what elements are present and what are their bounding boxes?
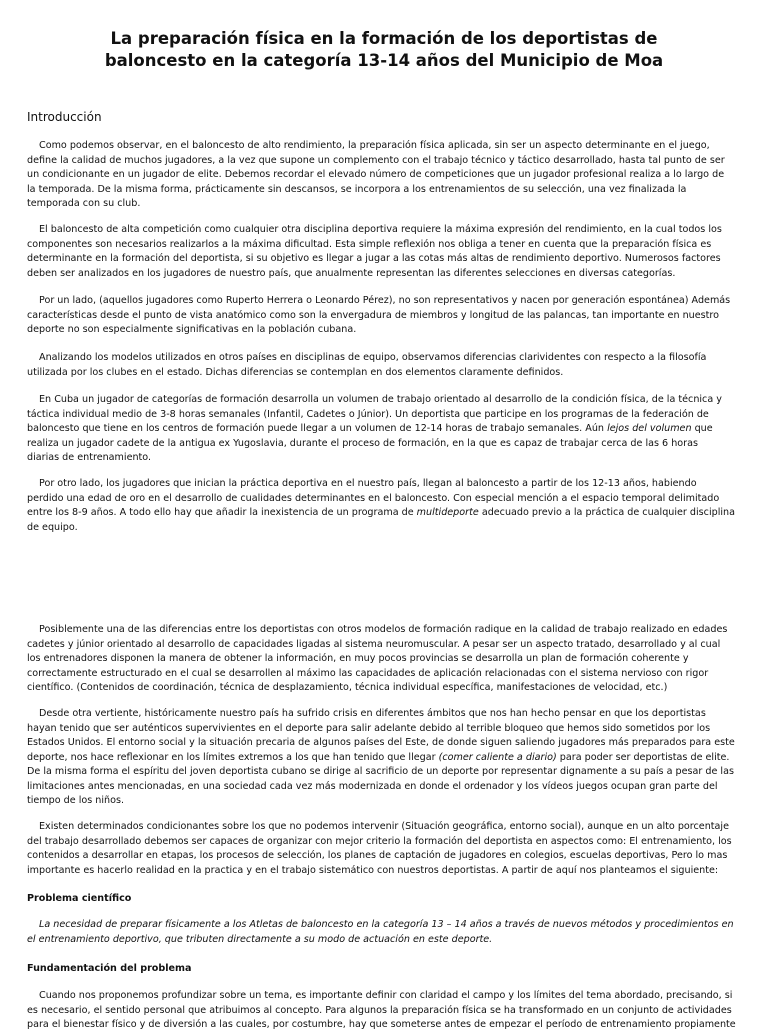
paragraph-5 — [27, 393, 742, 466]
italic-text-run: lejos del volumen — [607, 423, 692, 434]
paragraph-2 — [27, 223, 742, 281]
text-line: Por otro lado, los jugadores que inician la práctica deportiva en el nuestro país, llegan al baloncesto a partir de los 12-13 años, habiendo — [39, 478, 697, 489]
text-line: limitaciones antes mencionadas, en una sociedad cada vez más modernizada en donde el ordenador y los vídeos juegos ocupan gran parte del — [27, 780, 718, 792]
text-line: el entrenamiento deportivo, que tributen directamente a su modo de actuación en este deporte. — [27, 933, 493, 945]
text-line: correctamente estructurado en el cual se desarrollen al máximo las capacidades de aplicación relacionadas con el sistema nervioso con rigor — [27, 667, 709, 679]
fundamentacion-heading: Fundamentación del problema — [27, 963, 192, 974]
text-line: para el bienestar físico y de diversión a las cuales, por costumbre, hay que someterse antes de empezar el período de entrenamiento propiamente — [27, 1019, 736, 1030]
text-line: importante es hacerlo realidad en la practica y en el trabajo sistemático con nuestros deportistas. A partir de aquí nos planteamos el siguiente: — [27, 864, 719, 876]
text-line: Como podemos observar, en el baloncesto de alto rendimiento, la preparación física aplicada, sin ser un aspecto determinante en el juego, — [39, 140, 710, 151]
text-line: Por un lado, (aquellos jugadores como Ruperto Herrera o Leonardo Pérez), no son representativos y nacen por generación espontánea) Además — [39, 295, 731, 306]
text-line — [27, 506, 742, 521]
text-line: de equipo. — [27, 521, 78, 533]
text-line: diarias de entrenamiento. — [27, 452, 152, 463]
text-line: deben ser analizados en los jugadores de nuestro país, que anualmente representan las diferentes selecciones en diversas categorías. — [27, 267, 676, 279]
text-line: Desde otra vertiente, históricamente nuestro país ha sufrido crisis en diferentes ámbitos que nos han hecho pensar en que los deportistas — [39, 708, 706, 719]
text-line: utilizada por los clubes en el estado. Dichas diferencias se contemplan en dos elementos claramente definidos. — [27, 366, 564, 378]
text-line: cadetes y júnior orientado al desarrollo de capacidades ligadas al sistema neuromuscular. A pesar ser un aspecto tratado, desarrollado y al cual — [27, 638, 721, 650]
text-line: Cuando nos proponemos profundizar sobre un tema, es importante definir con claridad el campo y los límites del tema abordado, precisando, si — [39, 990, 733, 1001]
text-line: perdido una edad de oro en el desarrollo de cualidades determinantes en el baloncesto. Con especial mención a el espacio temporal delimitado — [27, 492, 720, 504]
paragraph-8 — [27, 707, 742, 809]
text-line: Analizando los modelos utilizados en otros países en disciplinas de equipo, observamos diferencias clarividentes con respecto a la filosofía — [39, 352, 707, 363]
text-run: para poder ser deportistas de elite. — [556, 751, 730, 763]
title-line: baloncesto en la categoría 13-14 años del Municipio de Moa — [104, 51, 664, 70]
text-line: táctica individual medio de 3-8 horas semanales (Infantil, Cadetes o Júnior). Un deportista que participe en los programas de la federación de — [27, 408, 709, 420]
paragraph-4 — [27, 351, 742, 380]
paragraph-9 — [27, 820, 742, 878]
text-line: características desde el punto de vista anatómico como son la envergadura de miembros y longitud de las palancas, tan importante en nuestro — [27, 309, 720, 321]
problema-text — [27, 918, 742, 947]
text-line: De la misma forma el espíritu del joven deportista cubano se dirige al sacrificio de un deporte por representar dignamente a su país a pesar de las — [27, 766, 734, 777]
text-line: realiza un jugador cadete de la antigua ex Yugoslavia, durante el proceso de formación, en la que es capaz de trabajar cerca de las 6 horas — [27, 437, 698, 449]
paragraph-10 — [27, 989, 742, 1033]
italic-text-run: (comer caliente a diario) — [438, 751, 557, 763]
text-line: un condicionante en un jugador de elite. Debemos recordar el elevado número de competiciones que un jugador profesional realiza a lo largo de — [27, 169, 725, 180]
text-line: tiempo de los niños. — [27, 795, 125, 806]
text-line — [27, 751, 742, 766]
text-run: deporte, nos hace reflexionar en los límites extremos a los que han tenido que llegar — [27, 751, 439, 763]
italic-text-run: multideporte — [416, 507, 479, 518]
text-run: entre los 8-9 años. A todo ello hay que añadir la inexistencia de un programa de — [27, 507, 417, 518]
text-line — [27, 422, 742, 437]
paragraph-3 — [27, 294, 742, 338]
text-line: La necesidad de preparar físicamente a los Atletas de baloncesto en la categoría 13 – 14 años a través de nuevos métodos y procedimientos en — [39, 919, 734, 930]
text-line: El baloncesto de alta competición como cualquier otra disciplina deportiva requiere la máxima expresión del rendimiento, en la cual todos los — [39, 224, 722, 235]
text-line: deporte no son especialmente significativas en la población cubana. — [27, 324, 357, 335]
document-title — [0, 28, 768, 72]
text-line: contenidos a desarrollar en etapas, los procesos de selección, los planes de captación de jugadores en colegios, escuelas deportivas, Pero lo mas — [27, 850, 728, 861]
text-line: define la calidad de muchos jugadores, a la vez que supone un complemento con el trabajo técnico y táctico desarrollado, hasta tal punto de ser — [27, 154, 725, 166]
text-line: En Cuba un jugador de categorías de formación desarrolla un volumen de trabajo orientado al desarrollo de la condición física, de la técnica y — [39, 394, 722, 405]
text-line: temporada con su club. — [27, 198, 141, 209]
title-line: La preparación física en la formación de los deportistas de — [110, 29, 658, 48]
problema-heading: Problema científico — [27, 893, 132, 904]
text-line: Posiblemente una de las diferencias entre los deportistas con otros modelos de formación radique en la calidad de trabajo realizado en edades — [39, 624, 728, 635]
text-run: que — [691, 423, 713, 434]
text-line: Existen determinados condicionantes sobre los que no podemos intervenir (Situación geográfica, entorno social), aunque en un alto porcentaje — [39, 821, 729, 832]
text-line: es necesario, el sentido personal que atribuimos al concepto. Para algunos la preparación física se ha transformado en un conjunto de actividades — [27, 1004, 732, 1016]
paragraph-6 — [27, 477, 742, 535]
text-line: del trabajo desarrollado debemos ser capaces de organizar con mejor criterio la formación del deportista en aspectos como: El entrenamiento, los — [27, 835, 732, 847]
paragraph-7 — [27, 623, 742, 696]
text-line: hayan tenido que ser auténticos supervivientes en el deporte para salir adelante debido al terrible bloqueo que hemos sido sometidos por los — [27, 722, 711, 734]
paragraph-1 — [27, 139, 742, 212]
text-line: Estados Unidos. El entorno social y la situación precaria de algunos países del Este, de donde siguen saliendo jugadores más preparados para este — [27, 737, 735, 748]
text-line: científico. (Contenidos de coordinación, técnica de desplazamiento, técnica individual específica, manifestaciones de velocidad, etc.) — [27, 682, 668, 693]
text-line: determinante en la formación del deportista, si su objetivo es llegar a jugar a las cotas más altas de rendimiento deportivo. Numerosos factores — [27, 253, 721, 264]
text-line: componentes son necesarios realizarlos a la máxima dificultad. Esta simple reflexión nos obliga a tener en cuenta que la preparación física es — [27, 238, 712, 250]
introduction-heading: Introducción — [27, 110, 102, 124]
text-run: adecuado previo a la práctica de cualquier disciplina — [478, 507, 736, 518]
text-line: la temporada. De la misma forma, prácticamente sin descansos, se incorpora a los entrenamientos de su selección, una vez finalizada la — [27, 183, 687, 195]
text-line: los entrenadores disponen la manera de obtener la información, en muy pocos provincias se desarrolla un plan de formación coherente y — [27, 653, 689, 664]
text-run: baloncesto que tiene en los centros de formación puede llegar a un volumen de 12-14 horas de trabajo semanales. Aún — [27, 423, 608, 434]
